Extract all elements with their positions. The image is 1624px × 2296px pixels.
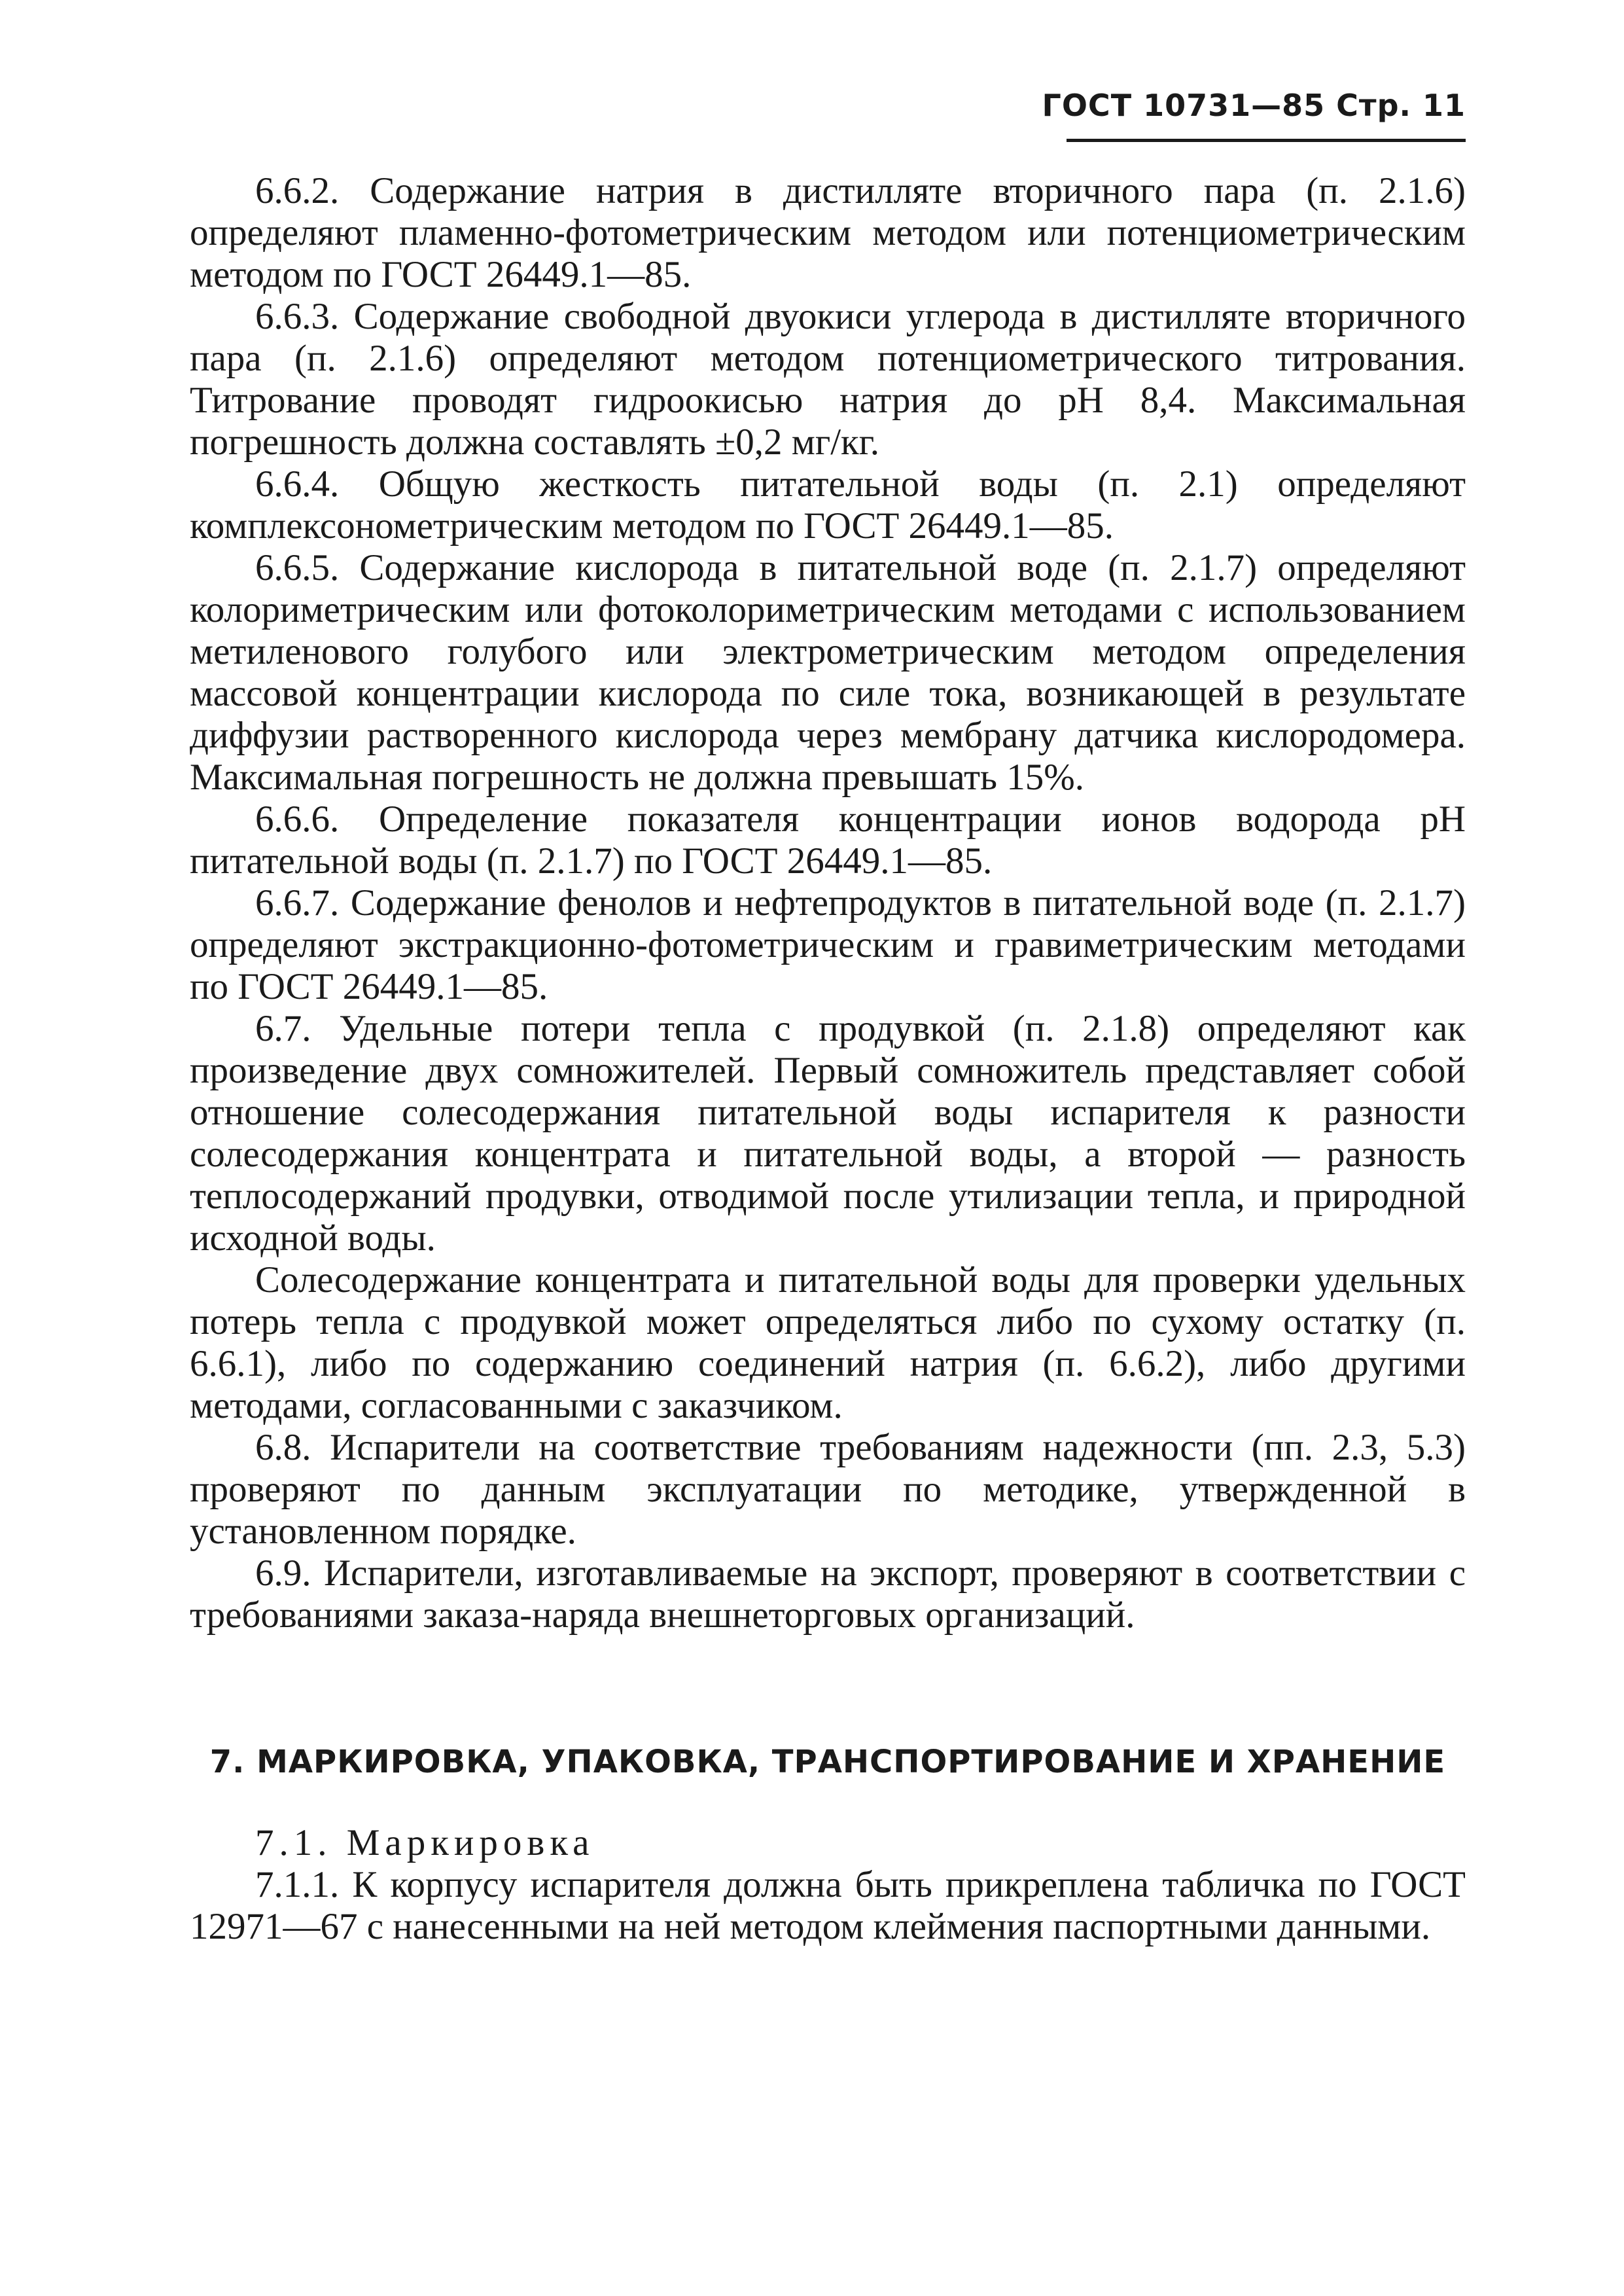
- paragraph-6-7-continued: Солесодержание концентрата и питательной воды для проверки удельных потерь тепла с продувкой может определяться либо по сухому остатку (п. 6.6.1), либо по содержанию соединений натрия (п. 6.6.2), либо другими методами, согласованными с заказчиком.: [190, 1259, 1466, 1426]
- paragraph-6-6-3: 6.6.3. Содержание свободной двуокиси углерода в дистилляте вторичного пара (п. 2.1.6) определяют методом потенциометрического титрования. Титрование проводят гидроокисью натрия до рН 8,4. Максимальная погрешность должна составлять ±0,2 мг/кг.: [190, 296, 1466, 463]
- paragraph-6-6-2: 6.6.2. Содержание натрия в дистилляте вторичного пара (п. 2.1.6) определяют пламенно-фотометрическим методом или потенциометрическим методом по ГОСТ 26449.1—85.: [190, 170, 1466, 295]
- paragraph-6-6-5: 6.6.5. Содержание кислорода в питательной воде (п. 2.1.7) определяют колориметрическим или фотоколориметрическим методами с использованием метиленового голубого или электрометрическим методом определения массовой концентрации кислорода по силе тока, возникающей в результате диффузии растворенного кислорода через мембрану датчика кислородомера. Максимальная погрешность не должна превышать 15%.: [190, 547, 1466, 798]
- paragraph-6-9: 6.9. Испарители, изготавливаемые на экспорт, проверяют в соответствии с требованиями заказа-наряда внешнеторговых организаций.: [190, 1552, 1466, 1636]
- paragraph-6-7: 6.7. Удельные потери тепла с продувкой (п. 2.1.8) определяют как произведение двух сомножителей. Первый сомножитель представляет собой отношение солесодержания питательной воды испарителя к разности солесодержания концентрата и питательной воды, а второй — разность теплосодержаний продувки, отводимой после утилизации тепла, и природной исходной воды.: [190, 1008, 1466, 1259]
- paragraph-6-8: 6.8. Испарители на соответствие требованиям надежности (пп. 2.3, 5.3) проверяют по данным эксплуатации по методике, утвержденной в установленном порядке.: [190, 1427, 1466, 1552]
- subsection-title: 7.1. Маркировка: [255, 1822, 595, 1863]
- paragraph-6-6-7: 6.6.7. Содержание фенолов и нефтепродуктов в питательной воде (п. 2.1.7) определяют экстракционно-фотометрическим и гравиметрическим методами по ГОСТ 26449.1—85.: [190, 882, 1466, 1007]
- document-body: [190, 170, 1466, 1948]
- paragraph-7-1-1: 7.1.1. К корпусу испарителя должна быть прикреплена табличка по ГОСТ 12971—67 с нанесенными на ней методом клеймения паспортными данными.: [190, 1864, 1466, 1947]
- paragraph-6-6-6: 6.6.6. Определение показателя концентрации ионов водорода рН питательной воды (п. 2.1.7) по ГОСТ 26449.1—85.: [190, 798, 1466, 882]
- running-head: ГОСТ 10731—85 Стр. 11: [1042, 88, 1466, 123]
- page-header: [1042, 84, 1466, 142]
- section-heading: 7. МАРКИРОВКА, УПАКОВКА, ТРАНСПОРТИРОВАНИЕ И ХРАНЕНИЕ: [209, 1744, 1446, 1780]
- paragraph-6-6-4: 6.6.4. Общую жесткость питательной воды (п. 2.1) определяют комплексонометрическим методом по ГОСТ 26449.1—85.: [190, 463, 1466, 547]
